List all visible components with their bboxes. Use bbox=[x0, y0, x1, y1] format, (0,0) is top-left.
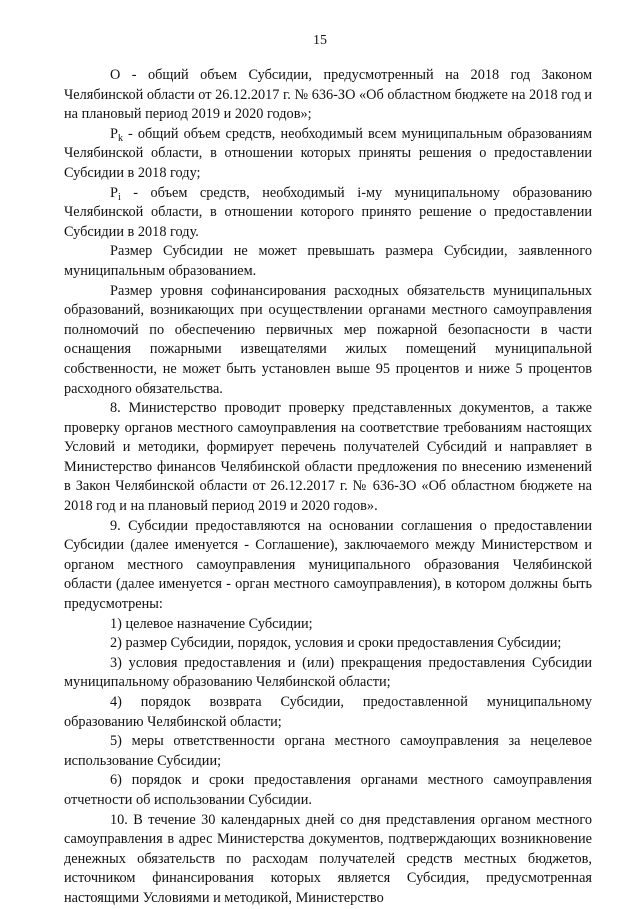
paragraph-subsidy-limit: Размер Субсидии не может превышать размера Субсидии, заявленного муниципальным образованием. bbox=[64, 243, 592, 279]
pk-text: - общий объем средств, необходимый всем муниципальным образованиям Челябинской области, в отношении которых приняты решения о предоставлении Субсидии в 2018 году; bbox=[64, 125, 592, 181]
paragraph-item-10: 10. В течение 30 календарных дней со дня представления органом местного самоуправления в адрес Министерства документов, подтверждающих возникновение денежных обязательств по расходам получателей средств местных бюджетов, источником финансирования которых является Субсидия, предусмотренная настоящими Условиями и методикой, Министерство bbox=[64, 811, 592, 906]
list-item-2: 2) размер Субсидии, порядок, условия и сроки предоставления Субсидии; bbox=[110, 635, 562, 652]
list-item-1: 1) целевое назначение Субсидии; bbox=[110, 615, 313, 632]
list-item-3: 3) условия предоставления и (или) прекращения предоставления Субсидии муниципальному образованию Челябинской области; bbox=[64, 654, 592, 691]
paragraph-pi-definition bbox=[64, 184, 592, 243]
list-item-5: 5) меры ответственности органа местного самоуправления за нецелевое использование Субсидии; bbox=[64, 733, 592, 769]
pi-subscript: i bbox=[117, 191, 121, 203]
pk-symbol: P bbox=[110, 125, 118, 142]
pi-symbol: P bbox=[110, 184, 118, 201]
paragraph-cofinancing-level: Размер уровня софинансирования расходных обязательств муниципальных образований, возникающих при осуществлении органами местного самоуправления полномочий по обеспечению первичных мер пожарной безопасности в части оснащения пожарными извещателями жилых помещений муниципальной собственности, не может быть установлен выше 95 процентов и ниже 5 процентов расходного обязательства. bbox=[64, 282, 592, 397]
paragraph-o-definition: О - общий объем Субсидии, предусмотренный на 2018 год Законом Челябинской области от 26.12.2017 г. № 636-ЗО «Об областном бюджете на 2018 год и на плановый период 2019 и 2020 годов»; bbox=[64, 67, 592, 123]
list-item-4: 4) порядок возврата Субсидии, предоставленной муниципальному образованию Челябинской области; bbox=[64, 694, 592, 730]
list-item-6: 6) порядок и сроки предоставления органами местного самоуправления отчетности об использовании Субсидии. bbox=[64, 772, 592, 808]
pk-subscript: k bbox=[117, 132, 123, 144]
page-number: 15 bbox=[313, 33, 327, 48]
paragraph-item-8: 8. Министерство проводит проверку представленных документов, а также проверку органов местного самоуправления на соответствие требованиям настоящих Условий и методики, формирует перечень получателей Субсидий и направляет в Министерство финансов Челябинской области предложения по внесению изменений в Закон Челябинской области от 26.12.2017 г. № 636-ЗО «Об областном бюджете на 2018 год и на плановый период 2019 и 2020 годов». bbox=[64, 400, 592, 515]
paragraph-pk-definition bbox=[64, 125, 592, 184]
paragraph-item-9: 9. Субсидии предоставляются на основании соглашения о предоставлении Субсидии (далее именуется - Соглашение), заключаемого между Министерством и органом местного самоуправления муниципального образования Челябинской области (далее именуется - орган местного самоуправления), в котором должны быть предусмотрены: bbox=[64, 517, 592, 613]
document-body bbox=[64, 66, 592, 909]
pi-text: - объем средств, необходимый i-му муниципальному образованию Челябинской области, в отношении которого принято решение о предоставлении Субсидии в 2018 году. bbox=[64, 184, 592, 240]
